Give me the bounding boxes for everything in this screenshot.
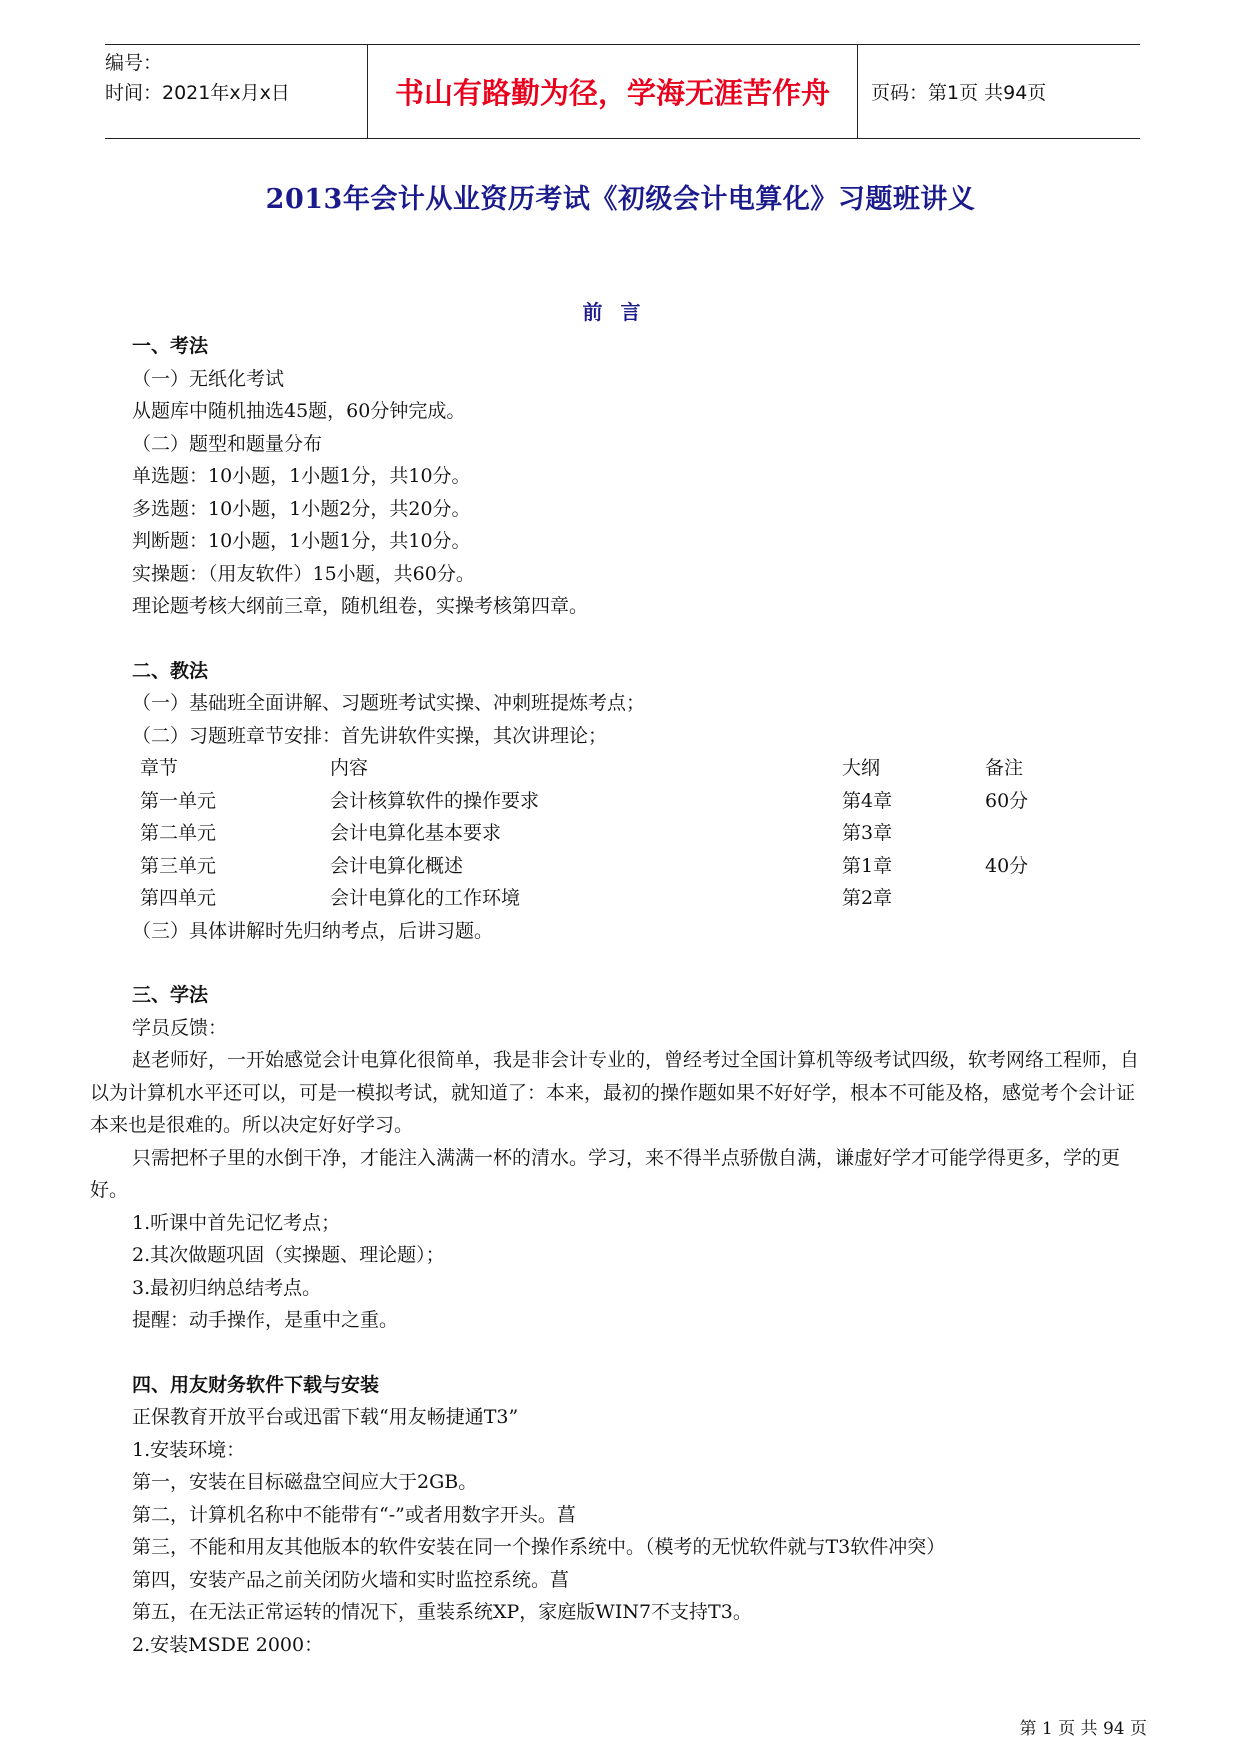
paragraph: 赵老师好，一开始感觉会计电算化很简单，我是非会计专业的，曾经考过全国计算机等级考试四级，软考网络工程师，自以为计算机水平还可以，可是一模拟考试，就知道了：本来，最初的操作题如果不好好学，根本不可能及格，感觉考个会计证本来也是很难的。所以决定好好学习。 — [90, 1049, 1140, 1136]
table-cell: 第四单元 — [140, 887, 217, 909]
body-line: 提醒：动手操作，是重中之重。 — [132, 1309, 399, 1331]
section-heading: 四、用友财务软件下载与安装 — [132, 1373, 380, 1396]
body-line: 判断题：10小题，1小题1分，共10分。 — [132, 530, 471, 552]
table-row — [140, 817, 1065, 850]
page-footer: 第 1 页 共 94 页 — [1019, 1719, 1147, 1739]
body-line: 1.听课中首先记忆考点； — [132, 1211, 341, 1234]
table-cell: 第二单元 — [140, 822, 217, 844]
body-line: 理论题考核大纲前三章，随机组卷，实操考核第四章。 — [132, 595, 589, 617]
table-cell: 会计核算软件的操作要求 — [330, 789, 540, 812]
body-line: 正保教育开放平台或迅雷下载“用友畅捷通T3” — [132, 1406, 519, 1428]
body-line: 实操题：（用友软件）15小题，共60分。 — [132, 562, 475, 585]
unit-table — [140, 752, 1065, 915]
body-line: 2.安装MSDE 2000： — [132, 1633, 324, 1656]
table-cell — [985, 817, 1065, 850]
preface-heading: 前言 — [582, 300, 659, 324]
body-line: 第四，安装产品之前关闭防火墙和实时监控系统。菖 — [132, 1568, 570, 1591]
table-header: 大纲 — [842, 757, 881, 779]
table-cell: 会计电算化基本要求 — [330, 822, 502, 844]
serial-label: 编号： — [105, 52, 163, 74]
body-line: （一）无纸化考试 — [132, 367, 285, 390]
body-line: 从题库中随机抽选45题，60分钟完成。 — [132, 400, 466, 422]
document-title: 2013年会计从业资历考试《初级会计电算化》习题班讲义 — [265, 184, 976, 215]
body-line: （一）基础班全面讲解、习题班考试实操、冲刺班提炼考点； — [132, 692, 646, 714]
document-header — [105, 44, 1140, 139]
table-cell: 第三单元 — [140, 854, 217, 877]
header-page-info: 页码：第1页 共94页 — [871, 82, 1047, 104]
table-cell: 会计电算化概述 — [330, 854, 464, 877]
body-line: 第三，不能和用友其他版本的软件安装在同一个操作系统中。（模考的无忧软件就与T3软件冲突） — [132, 1536, 946, 1558]
document-body — [90, 330, 1150, 1661]
body-line: （三）具体讲解时先归纳考点，后讲习题。 — [132, 919, 494, 942]
body-line: 第五，在无法正常运转的情况下，重装系统XP，家庭版WIN7不支持T3。 — [132, 1601, 752, 1623]
body-line: 2.其次做题巩固（实操题、理论题）； — [132, 1244, 445, 1266]
paragraph: 只需把杯子里的水倒干净，才能注入满满一杯的清水。学习，来不得半点骄傲自满，谦虚好学才可能学得更多，学的更好。 — [90, 1146, 1121, 1201]
table-header-row — [140, 752, 1065, 785]
header-meta — [105, 45, 367, 138]
table-header: 章节 — [140, 757, 179, 779]
table-row — [140, 785, 1065, 818]
table-header: 内容 — [330, 757, 369, 779]
section-heading: 一、考法 — [132, 335, 209, 357]
table-cell: 40分 — [985, 854, 1029, 877]
table-cell — [985, 882, 1065, 915]
body-line: 1.安装环境： — [132, 1438, 246, 1461]
time-label: 时间：2021年x月x日 — [105, 82, 290, 104]
table-cell: 会计电算化的工作环境 — [330, 887, 521, 909]
body-line: （二）习题班章节安排：首先讲软件实操，其次讲理论； — [132, 724, 608, 747]
body-line: 学员反馈： — [132, 1016, 228, 1039]
section-heading: 三、学法 — [132, 984, 209, 1006]
table-cell: 第4章 — [842, 789, 893, 812]
body-line: （二）题型和题量分布 — [132, 432, 323, 455]
table-cell: 第2章 — [842, 887, 893, 909]
body-line: 第二，计算机名称中不能带有“-”或者用数字开头。菖 — [132, 1503, 576, 1526]
body-line: 3.最初归纳总结考点。 — [132, 1276, 322, 1299]
table-cell: 第1章 — [842, 854, 893, 877]
table-header: 备注 — [985, 757, 1024, 779]
body-line: 单选题：10小题，1小题1分，共10分。 — [132, 465, 471, 487]
table-cell: 第3章 — [842, 822, 893, 844]
table-row — [140, 850, 1065, 883]
header-motto: 书山有路勤为径，学海无涯苦作舟 — [367, 45, 858, 138]
table-cell: 60分 — [985, 789, 1029, 812]
table-row — [140, 882, 1065, 915]
body-line: 多选题：10小题，1小题2分，共20分。 — [132, 497, 471, 520]
section-heading: 二、教法 — [132, 659, 209, 682]
table-cell: 第一单元 — [140, 789, 217, 812]
body-line: 第一，安装在目标磁盘空间应大于2GB。 — [132, 1471, 478, 1493]
